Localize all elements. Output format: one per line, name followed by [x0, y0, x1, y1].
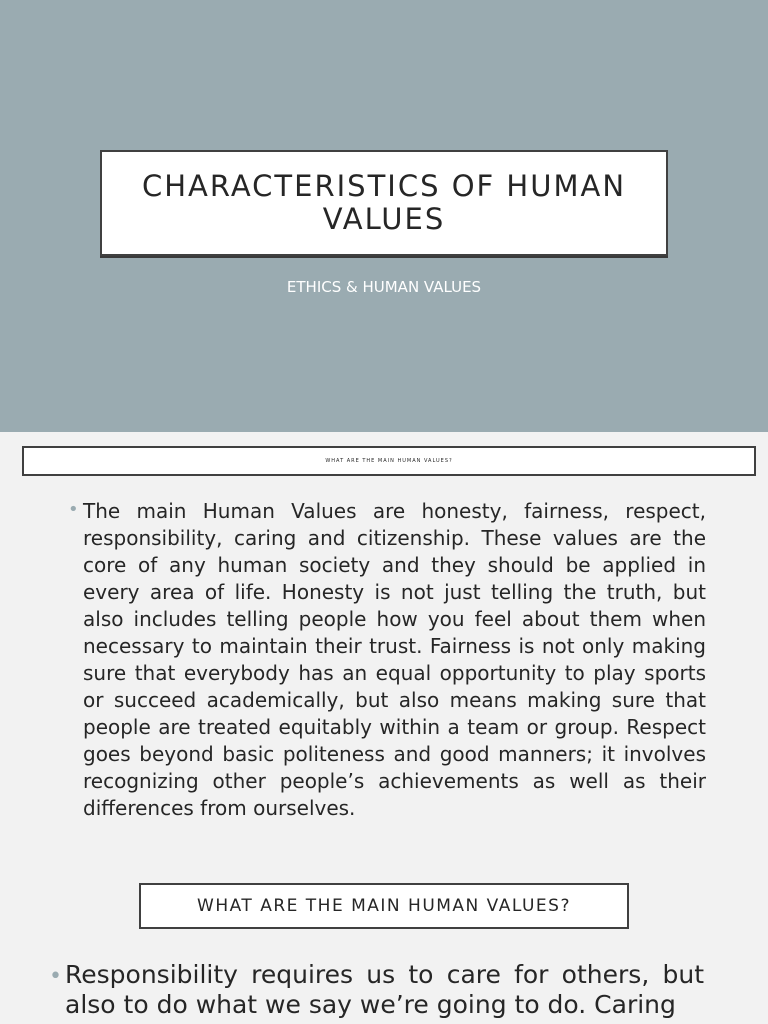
slide-header-box [22, 446, 756, 476]
title-slide [0, 0, 768, 432]
slide-title: CHARACTERISTICS OF HUMAN VALUES [141, 169, 627, 236]
body-paragraph: Responsibility requires us to care for others, but also to do what we say we’re going to do. Caring [65, 960, 704, 1019]
content-slide-1 [0, 433, 768, 870]
slide-subtitle: ETHICS & HUMAN VALUES [286, 278, 482, 296]
body-paragraph: The main Human Values are honesty, fairness, respect, responsibility, caring and citizenship. These values are the core of any human society and they should be applied in every area of life. Honesty is not just telling the truth, but also includes telling people how you feel about them when necessary to maintain their trust. Fairness is not only making sure that everybody has an equal opportunity to play sports or succeed academically, but also means making sure that people are treated equitably within a team or group. Respect goes beyond basic politeness and good manners; it involves recognizing other people’s achievements as well as their differences from ourselves. [83, 499, 706, 820]
title-box [100, 150, 668, 256]
slide-header-text: WHAT ARE THE MAIN HUMAN VALUES? [197, 896, 571, 916]
bullet-icon: • [49, 964, 62, 989]
slide-header-box [139, 883, 629, 929]
slide-header-text: WHAT ARE THE MAIN HUMAN VALUES? [325, 458, 453, 464]
bullet-icon: • [68, 499, 79, 520]
content-slide-2 [0, 870, 768, 1024]
